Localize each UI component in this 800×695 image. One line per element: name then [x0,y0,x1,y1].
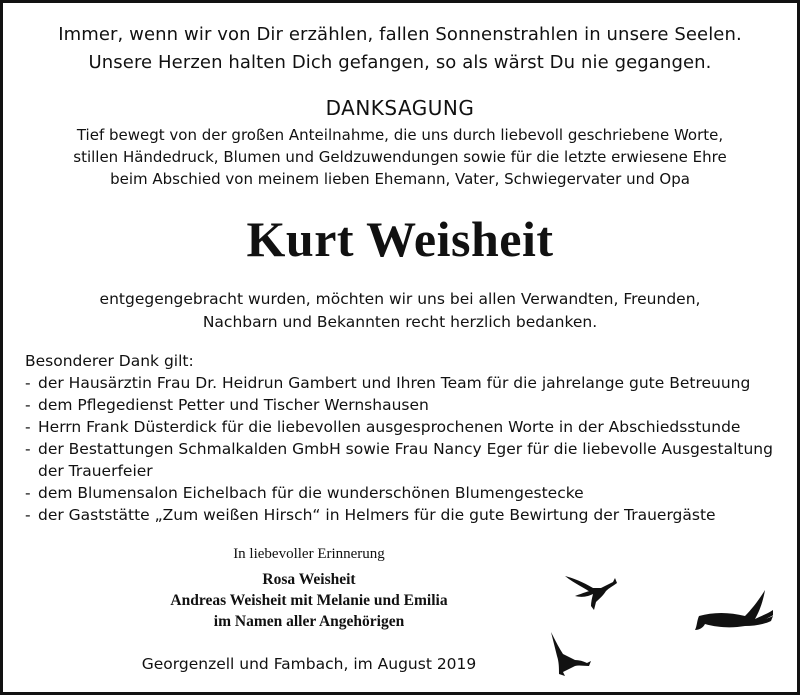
signature-lead: In liebevoller Erinnerung [233,546,385,562]
intro-line: Tief bewegt von der großen Anteilnahme, die uns durch liebevoll geschriebene Worte, [76,126,724,144]
flying-bird-icon [551,632,591,676]
list-item: - der Hausärztin Frau Dr. Heidrun Gambert und Ihren Team für die jahrelange gute Betreuung [25,374,751,392]
signature-name: Andreas Weisheit mit Melanie und Emilia [170,592,448,609]
signature-name: im Namen aller Angehörigen [213,613,405,630]
deceased-name: Kurt Weisheit [246,211,554,267]
special-thanks-lead: Besonderer Dank gilt: [25,352,194,370]
list-item: - Herrn Frank Düsterdick für die liebevollen ausgesprochenen Worte in der Abschiedsstunde [25,418,741,436]
flying-bird-icon [695,590,773,630]
special-thanks-list [25,372,795,526]
list-item: - der Bestattungen Schmalkalden GmbH sowie Frau Nancy Eger für die liebevolle Ausgestaltung der Trauerfeier [25,440,773,480]
intro-line: beim Abschied von meinem lieben Ehemann, Vater, Schwiegervater und Opa [110,170,690,188]
list-item: - dem Blumensalon Eichelbach für die wunderschönen Blumengestecke [25,484,584,502]
thanks-text [3,288,797,334]
intro-line: stillen Händedruck, Blumen und Geldzuwendungen sowie für die letzte erwiesene Ehre [73,148,727,166]
special-thanks [25,350,795,526]
motto-line: Immer, wenn wir von Dir erzählen, fallen Sonnenstrahlen in unsere Seelen. [58,24,742,45]
signature-names [99,569,519,632]
heading: DANKSAGUNG [325,96,475,120]
flying-bird-icon [565,576,617,610]
motto-line: Unsere Herzen halten Dich gefangen, so als wärst Du nie gegangen. [88,52,712,73]
birds-illustration [543,558,773,678]
place-date: Georgenzell und Fambach, im August 2019 [141,655,477,673]
list-item: - dem Pflegedienst Petter und Tischer Wernshausen [25,396,429,414]
intro-text [3,124,797,190]
thanks-line: Nachbarn und Bekannten recht herzlich bedanken. [202,313,598,331]
motto [3,21,797,77]
thanks-line: entgegengebracht wurden, möchten wir uns bei allen Verwandten, Freunden, [99,290,701,308]
list-item: - der Gaststätte „Zum weißen Hirsch“ in Helmers für die gute Bewirtung der Trauergäste [25,506,716,524]
signature-name: Rosa Weisheit [262,571,356,588]
